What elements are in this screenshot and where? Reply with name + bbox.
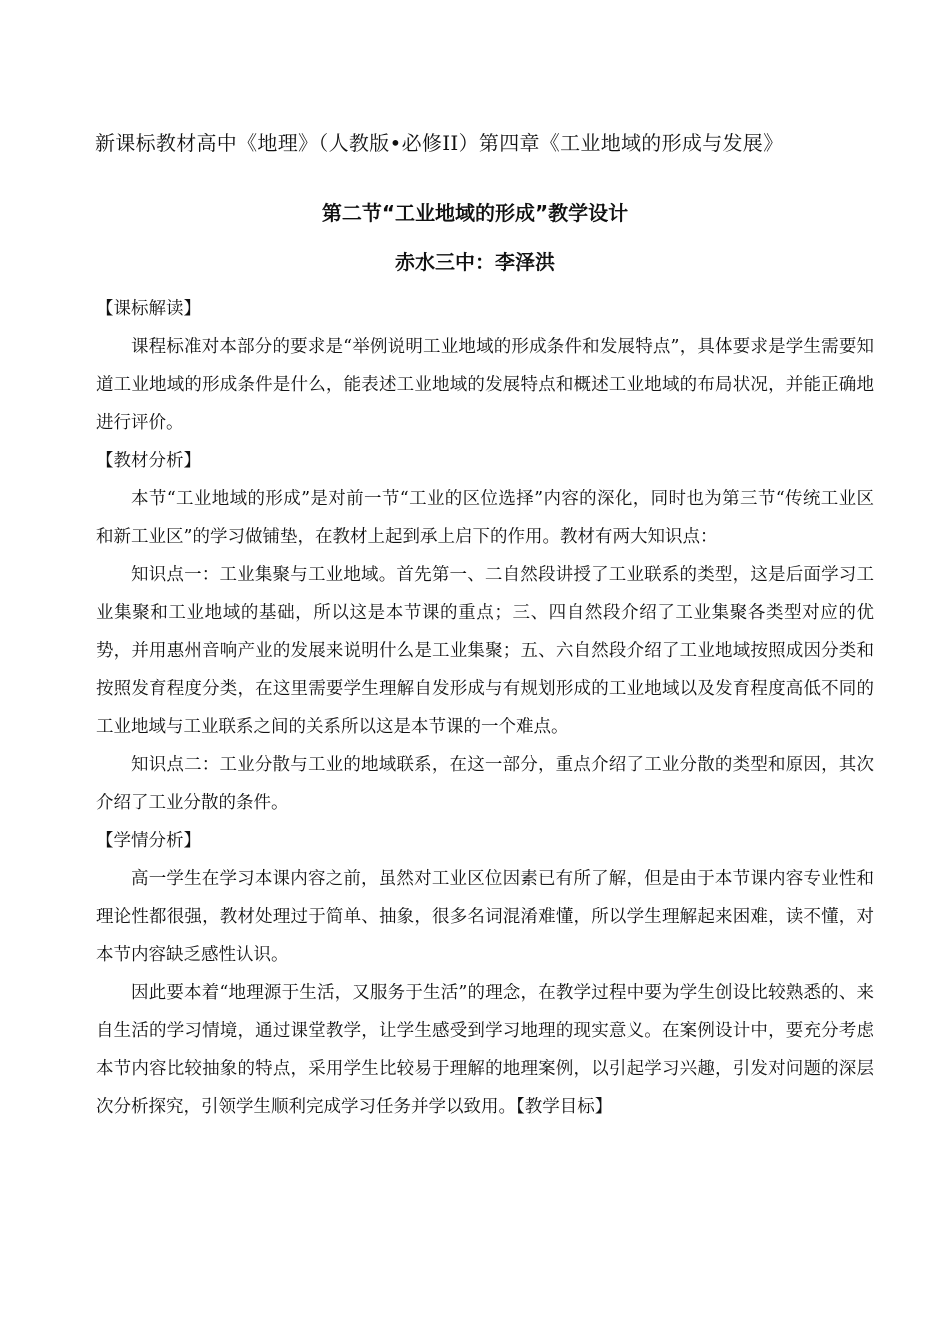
section-heading-textbook: 【教材分析】 bbox=[96, 451, 201, 471]
document-body bbox=[96, 290, 874, 1126]
document-author: 赤水三中：李泽洪 bbox=[395, 250, 555, 274]
section-heading-curriculum: 【课标解读】 bbox=[96, 299, 201, 319]
section-textbook bbox=[96, 442, 874, 822]
paragraph: 课程标准对本部分的要求是“举例说明工业地域的形成条件和发展特点”，具体要求是学生需要知道工业地域的形成条件是什么，能表述工业地域的发展特点和概述工业地域的布局状况，并能正确地进行评价。 bbox=[96, 337, 874, 433]
paragraph: 知识点一：工业集聚与工业地域。首先第一、二自然段讲授了工业联系的类型，这是后面学习工业集聚和工业地域的基础，所以这是本节课的重点；三、四自然段介绍了工业集聚各类型对应的优势，并用惠州音响产业的发展来说明什么是工业集聚；五、六自然段介绍了工业地域按照成因分类和按照发育程度分类，在这里需要学生理解自发形成与有规划形成的工业地域以及发育程度高低不同的工业地域与工业联系之间的关系所以这是本节课的一个难点。 bbox=[96, 565, 874, 737]
paragraph: 高一学生在学习本课内容之前，虽然对工业区位因素已有所了解，但是由于本节课内容专业性和理论性都很强，教材处理过于简单、抽象，很多名词混淆难懂，所以学生理解起来困难，读不懂，对本节内容缺乏感性认识。 bbox=[96, 869, 874, 965]
section-curriculum bbox=[96, 290, 874, 442]
section-heading-students: 【学情分析】 bbox=[96, 831, 201, 851]
paragraph: 知识点二：工业分散与工业的地域联系，在这一部分，重点介绍了工业分散的类型和原因，其次介绍了工业分散的条件。 bbox=[96, 755, 874, 813]
document-header: 新课标教材高中《地理》（人教版•必修II）第四章《工业地域的形成与发展》 bbox=[95, 131, 784, 155]
section-students bbox=[96, 822, 874, 1126]
document-title: 第二节“工业地域的形成”教学设计 bbox=[321, 201, 629, 225]
paragraph: 因此要本着“地理源于生活，又服务于生活”的理念，在教学过程中要为学生创设比较熟悉的、来自生活的学习情境，通过课堂教学，让学生感受到学习地理的现实意义。在案例设计中，要充分考虑本节内容比较抽象的特点，采用学生比较易于理解的地理案例，以引起学习兴趣，引发对问题的深层次分析探究，引领学生顺利完成学习任务并学以致用。【教学目标】 bbox=[96, 983, 874, 1117]
paragraph: 本节“工业地域的形成”是对前一节“工业的区位选择”内容的深化，同时也为第三节“传统工业区和新工业区”的学习做铺垫，在教材上起到承上启下的作用。教材有两大知识点： bbox=[96, 489, 874, 547]
